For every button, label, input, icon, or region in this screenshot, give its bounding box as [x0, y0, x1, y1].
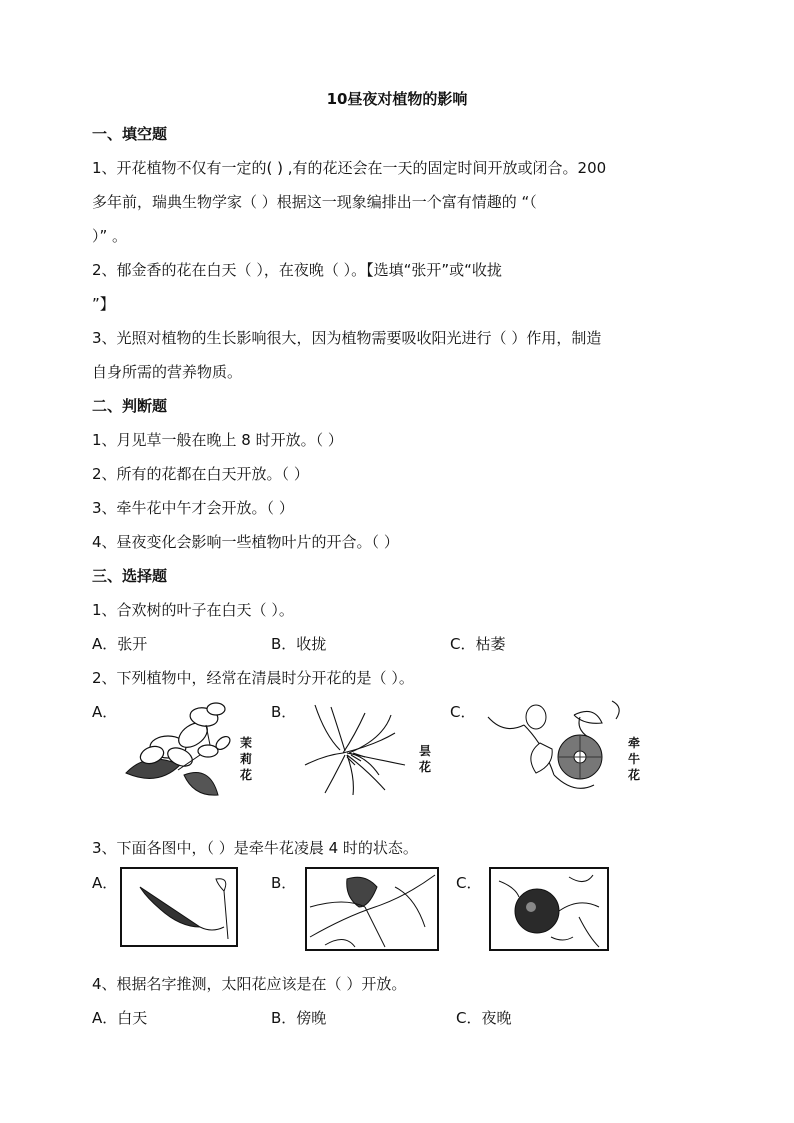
morning-glory-illustration [484, 695, 644, 805]
fill-q1-line2: 多年前，瑞典生物学家（ ）根据这一现象编排出一个富有情趣的 “（ [92, 193, 537, 211]
judge-q2: 2、所有的花都在白天开放。（ ） [92, 465, 309, 483]
fill-q2-line2: ”】 [92, 295, 115, 313]
svg-text:牵: 牵 [628, 736, 641, 750]
judge-q4: 4、昼夜变化会影响一些植物叶片的开合。（ ） [92, 533, 399, 551]
svg-text:花: 花 [628, 768, 641, 782]
fill-q1-line1: 1、开花植物不仅有一定的( ) ,有的花还会在一天的固定时间开放或闭合。200 [92, 159, 607, 177]
svg-text:莉: 莉 [240, 752, 253, 766]
fill-q2-line1: 2、郁金香的花在白天（ ），在夜晚（ ）。【选填“张开”或“收拢 [92, 261, 502, 279]
flower-half-open-illustration [305, 867, 439, 951]
choice-q4: 4、根据名字推测，太阳花应该是在（ ）开放。 [92, 975, 407, 993]
section-heading-fill: 一、填空题 [92, 125, 168, 143]
epiphyllum-label [418, 744, 431, 774]
choice-q3: 3、下面各图中，（ ）是牵牛花凌晨 4 时的状态。 [92, 839, 418, 857]
fill-q3-line2: 自身所需的营养物质。 [92, 363, 243, 381]
choice-q3-option-b: B． [271, 874, 297, 892]
choice-q2-option-b: B． [271, 703, 297, 721]
judge-q1: 1、月见草一般在晚上 8 时开放。（ ） [92, 431, 343, 449]
fill-q3-line1: 3、光照对植物的生长影响很大，因为植物需要吸收阳光进行（ ）作用，制造 [92, 329, 602, 347]
choice-q1-option-a: A．张开 [92, 635, 148, 653]
section-heading-choice: 三、选择题 [92, 567, 168, 585]
bud-closed-illustration [120, 867, 238, 947]
choice-q3-option-c: C． [456, 874, 482, 892]
choice-q2-option-c: C． [450, 703, 476, 721]
svg-text:牛: 牛 [628, 752, 641, 766]
choice-q4-option-a: A．白天 [92, 1009, 148, 1027]
choice-q4-option-c: C．夜晚 [456, 1009, 512, 1027]
jasmine-label [239, 735, 252, 782]
choice-q2: 2、下列植物中，经常在清晨时分开花的是（ ）。 [92, 669, 414, 687]
morning-glory-label [627, 735, 640, 782]
svg-text:茉: 茉 [240, 736, 253, 750]
svg-text:花: 花 [419, 760, 432, 774]
flower-open-illustration [489, 867, 609, 951]
page-title: 10昼夜对植物的影响 [326, 90, 468, 108]
svg-text:花: 花 [240, 768, 253, 782]
svg-text:昙: 昙 [419, 744, 432, 758]
choice-q1: 1、合欢树的叶子在白天（ ）。 [92, 601, 294, 619]
choice-q3-option-a: A． [92, 874, 118, 892]
choice-q4-option-b: B．傍晚 [271, 1009, 327, 1027]
choice-q1-option-c: C．枯萎 [450, 635, 506, 653]
section-heading-judge: 二、判断题 [92, 397, 168, 415]
fill-q1-line3: ）” 。 [92, 227, 128, 245]
jasmine-flower-illustration [118, 695, 258, 805]
judge-q3: 3、牵牛花中午才会开放。（ ） [92, 499, 294, 517]
epiphyllum-flower-illustration [295, 695, 435, 805]
choice-q1-option-b: B．收拢 [271, 635, 327, 653]
choice-q2-option-a: A． [92, 703, 118, 721]
